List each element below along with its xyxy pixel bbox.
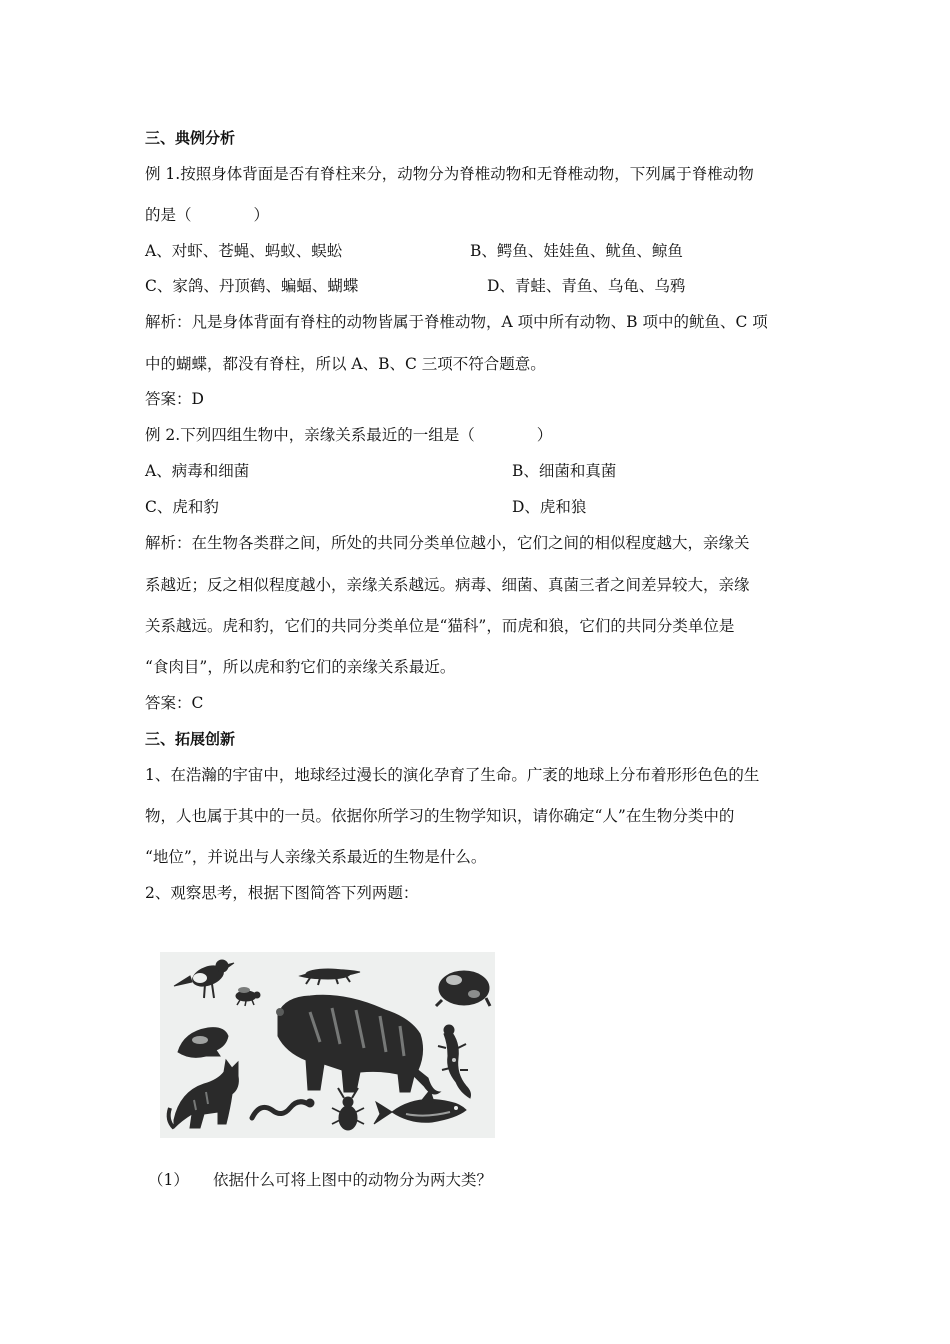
tiger-icon <box>276 995 440 1094</box>
bee-icon <box>236 987 260 1006</box>
example1-analysis-line2: 中的蝴蝶，都没有脊柱，所以 A、B、C 三项不符合题意。 <box>145 355 546 373</box>
question2-prompt: 2、观察思考，根据下图简答下列两题： <box>145 884 419 902</box>
example2-option-b: B、细菌和真菌 <box>512 462 617 480</box>
example2-answer: 答案：C <box>145 694 204 712</box>
example2-option-a: A、病毒和细菌 <box>145 462 250 480</box>
lizard-icon <box>300 969 360 985</box>
subquestion1-number: （1） <box>148 1171 189 1189</box>
section-title-extension: 三、拓展创新 <box>145 730 236 748</box>
cat-icon <box>169 1060 239 1128</box>
question1-line3: “地位”，并说出与人亲缘关系最近的生物是什么。 <box>145 848 487 866</box>
frog-icon <box>178 1028 228 1058</box>
example2-analysis-line2: 系越近；反之相似程度越小，亲缘关系越远。病毒、细菌、真菌三者之间差异较大，亲缘 <box>145 576 750 594</box>
question1-line1: 1、在浩瀚的宇宙中，地球经过漫长的演化孕育了生命。广袤的地球上分布着形形色色的生 <box>145 766 760 784</box>
beetle-icon <box>332 1088 364 1130</box>
toad-icon <box>436 971 490 1006</box>
fish-icon <box>374 1090 466 1124</box>
example1-option-c: C、家鸽、丹顶鹤、蝙蝠、蝴蝶 <box>145 277 359 295</box>
example1-option-d: D、青蛙、青鱼、乌龟、乌鸦 <box>487 277 686 295</box>
example1-question-line2: 的是（ ） <box>145 206 270 224</box>
example2-option-c: C、虎和豹 <box>145 498 219 516</box>
example1-option-a: A、对虾、苍蝇、蚂蚁、蜈蚣 <box>145 242 343 260</box>
example2-analysis-line3: 关系越远。虎和豹，它们的共同分类单位是“猫科”，而虎和狼，它们的共同分类单位是 <box>145 617 735 635</box>
example1-answer: 答案：D <box>145 390 204 408</box>
example1-option-b: B、鳄鱼、娃娃鱼、鱿鱼、鲸鱼 <box>470 242 683 260</box>
example2-option-d: D、虎和狼 <box>512 498 587 516</box>
subquestion1-text: 依据什么可将上图中的动物分为两大类？ <box>213 1171 493 1189</box>
section-title-analysis: 三、典例分析 <box>145 129 236 147</box>
question1-line2: 物，人也属于其中的一员。依据你所学习的生物学知识，请你确定“人”在生物分类中的 <box>145 807 735 825</box>
bird-icon <box>174 960 234 998</box>
example2-analysis-line1: 解析：在生物各类群之间，所处的共同分类单位越小，它们之间的相似程度越大，亲缘关 <box>145 534 750 552</box>
animals-figure <box>160 952 495 1138</box>
example2-analysis-line4: “食肉目”，所以虎和豹它们的亲缘关系最近。 <box>145 658 456 676</box>
example1-analysis-line1: 解析：凡是身体背面有脊柱的动物皆属于脊椎动物，A 项中所有动物、B 项中的鱿鱼、C 项 <box>145 313 768 331</box>
snake-icon <box>252 1099 314 1118</box>
example1-question-line1: 例 1.按照身体背面是否有脊柱来分，动物分为脊椎动物和无脊椎动物，下列属于脊椎动物 <box>145 165 754 183</box>
example2-question: 例 2.下列四组生物中，亲缘关系最近的一组是（ ） <box>145 426 553 444</box>
salamander-icon <box>438 1025 471 1098</box>
